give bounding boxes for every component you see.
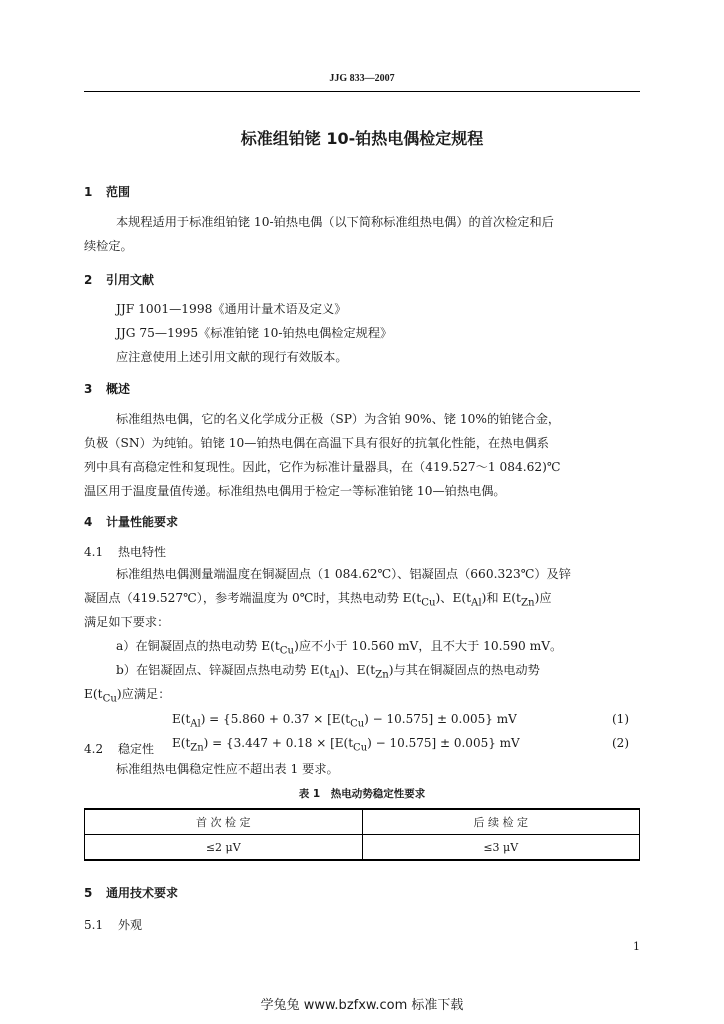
reference-note: 应注意使用上述引用文献的现行有效版本。: [116, 350, 348, 364]
equation-1-number: (1): [612, 712, 629, 726]
subsection-4-1-heading: [84, 543, 166, 560]
header-rule: [84, 91, 640, 92]
text-run: )和 E(t: [481, 591, 521, 605]
section-number: 2: [84, 273, 93, 287]
text-run: E(t: [84, 687, 103, 701]
subscript-al: Al: [190, 718, 201, 730]
stability-text: 标准组热电偶稳定性应不超出表 1 要求。: [116, 762, 339, 776]
table-caption: 表 1 热电动势稳定性要求: [298, 788, 426, 800]
subscript-cu: Cu: [102, 693, 117, 705]
section-title: 引用文献: [106, 273, 155, 287]
subsection-title: 稳定性: [118, 742, 155, 756]
text-run: )应不小于 10.560 mV，且不大于 10.590 mV。: [294, 639, 563, 653]
table-header-cell: 首 次 检 定: [85, 809, 363, 835]
section-3-line2: 负极（SN）为纯铂。铂铑 10—铂热电偶在高温下具有很好的抗氧化性能，在热电偶系: [84, 436, 549, 450]
table-cell: ≤3 μV: [362, 835, 640, 861]
table-header-row: [85, 809, 640, 835]
section-2-heading: [84, 271, 154, 288]
subsection-title: 热电特性: [118, 545, 167, 559]
text-run: ) = {3.447 + 0.18 × [E(t: [203, 736, 354, 750]
section-number: 5: [84, 886, 93, 900]
section-1-heading: [84, 183, 130, 200]
text-run: E(t: [172, 712, 191, 726]
subsection-number: 5.1: [84, 918, 104, 932]
subsection-number: 4.1: [84, 545, 104, 559]
subsection-4-2-title-row: [84, 740, 154, 757]
subscript-al: Al: [471, 597, 482, 609]
text-run: )应: [534, 591, 552, 605]
page-number: 1: [633, 940, 640, 953]
subscript-cu: Cu: [350, 718, 365, 730]
subsection-number: 4.2: [84, 742, 104, 756]
table-header-cell: 后 续 检 定: [362, 809, 640, 835]
text-run: ) = {5.860 + 0.37 × [E(t: [200, 712, 351, 726]
watermark-footer: 学兔兔 www.bzfxw.com 标准下载: [260, 998, 464, 1013]
document-code: JJG 833—2007: [329, 73, 395, 84]
section-3-line1: 标准组热电偶，它的名义化学成分正极（SP）为含铂 90%、铑 10%的铂铑合金，: [116, 412, 561, 426]
section-5-heading: [84, 884, 178, 901]
equation-2-number: (2): [612, 736, 629, 750]
text-run: E(t: [172, 736, 191, 750]
section-number: 3: [84, 382, 93, 396]
section-number: 1: [84, 185, 93, 199]
stability-table: [84, 808, 640, 861]
thermo-line1: 标准组热电偶测量端温度在铜凝固点（1 084.62℃）、铝凝固点（660.323℃）及锌: [116, 567, 571, 581]
subscript-zn: Zn: [190, 742, 204, 754]
thermo-line3: 满足如下要求：: [84, 615, 170, 629]
reference-item: JJF 1001—1998《通用计量术语及定义》: [116, 302, 347, 316]
section-3-heading: [84, 380, 130, 397]
section-1-para-line1: 本规程适用于标准组铂铑 10-铂热电偶（以下简称标准组热电偶）的首次检定和后: [116, 215, 554, 229]
subsection-title: 外观: [118, 918, 143, 932]
text-run: )、E(t: [339, 663, 376, 677]
equation-2: [172, 736, 520, 753]
text-run: )与其在铜凝固点的热电动势: [388, 663, 540, 677]
table-row: [85, 835, 640, 861]
text-run: )、E(t: [435, 591, 471, 605]
subscript-cu: Cu: [421, 597, 436, 609]
section-title: 通用技术要求: [106, 886, 179, 900]
requirement-b: [116, 658, 540, 687]
text-run: ) − 10.575] ± 0.005} mV: [364, 712, 517, 726]
requirement-b-line2: [84, 682, 170, 711]
equation-1: [172, 712, 517, 729]
text-run: b）在铝凝固点、锌凝固点热电动势 E(t: [116, 663, 330, 677]
subscript-cu: Cu: [279, 645, 295, 657]
table-cell: ≤2 μV: [85, 835, 363, 861]
text-run: ) − 10.575] ± 0.005} mV: [367, 736, 520, 750]
section-title: 概述: [106, 382, 131, 396]
section-title: 计量性能要求: [106, 515, 179, 529]
subscript-zn: Zn: [520, 597, 535, 609]
reference-item: JJG 75—1995《标准铂铑 10-铂热电偶检定规程》: [116, 326, 393, 340]
section-3-line3: 列中具有高稳定性和复现性。因此，它作为标准计量器具，在（419.527～1 084.62)℃: [84, 460, 561, 474]
subscript-al: Al: [329, 669, 340, 681]
section-3-line4: 温区用于温度量值传递。标准组热电偶用于检定一等标准铂铑 10—铂热电偶。: [84, 484, 506, 498]
text-run: a）在铜凝固点的热电动势 E(t: [116, 639, 280, 653]
section-1-para-line2: 续检定。: [84, 239, 133, 253]
subscript-zn: Zn: [375, 669, 389, 681]
text-run: )应满足：: [116, 687, 171, 701]
section-4-heading: [84, 513, 178, 530]
subscript-cu: Cu: [353, 742, 368, 754]
subsection-5-1-heading: [84, 916, 142, 933]
section-number: 4: [84, 515, 93, 529]
document-title: 标准组铂铑 10-铂热电偶检定规程: [240, 129, 484, 148]
text-run: 凝固点（419.527℃），参考端温度为 0℃时，其热电动势 E(t: [84, 591, 422, 605]
section-title: 范围: [106, 185, 131, 199]
